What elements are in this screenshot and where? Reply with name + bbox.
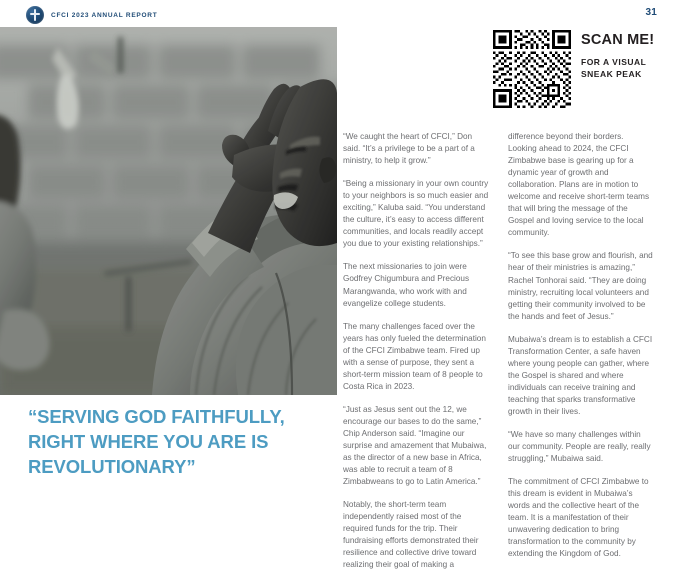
scan-me-title: SCAN ME!: [581, 32, 655, 48]
page-header: [0, 0, 683, 27]
qr-code-graphic: [493, 30, 571, 108]
body-column-1: [343, 131, 489, 572]
body-paragraph: The next missionaries to join were Godfrey Chigumbura and Precious Marangwanda, who work with and evangelize college students.: [343, 262, 470, 308]
scan-me-block: [493, 30, 654, 108]
body-paragraph: “Just as Jesus sent out the 12, we encourage our bases to do the same,” Chip Anderson said. “Imagine our surprise and amazement that Mubaiwa, as the director of a new base in Africa, was able to recruit a team of 8 Zimbabweans to go to Latin America.”: [343, 404, 487, 487]
scan-copy: [581, 30, 654, 80]
cfci-globe-cross-logo-icon: [26, 6, 44, 24]
body-paragraph: “We caught the heart of CFCI,” Don said. “It’s a privilege to be a part of a ministry, to help it grow.”: [343, 132, 475, 166]
body-paragraph: Mubaiwa’s dream is to establish a CFCI Transformation Center, a safe haven where young people can gather, where the Gospel is shared and where individuals can receive training and teaching that sparks transformative growth in their lives.: [508, 334, 653, 416]
scan-me-subtitle-line-2: SNEAK PEAK: [581, 69, 642, 79]
feature-photograph: [0, 27, 337, 395]
scan-me-subtitle-line-1: FOR A VISUAL: [581, 57, 647, 67]
body-paragraph: “To see this base grow and flourish, and hear of their ministries is amazing,” Rachel Tonhorai said. “They are doing ministry, recruiting local volunteers and getting their community involved to be the hands and feet of Jesus.”: [508, 251, 653, 321]
body-paragraph: “We have so many challenges within our community. People are really, really struggling,” Mubaiwa said.: [508, 430, 651, 464]
body-paragraph: difference beyond their borders. Looking ahead to 2024, the CFCI Zimbabwe base is gearing up for a dynamic year of growth and collaboration. Plans are in motion to welcome and receive short-term teams that will bring the message of the Gospel and loving service to the local community.: [508, 132, 650, 238]
pull-quote-line-1: “SERVING GOD FAITHFULLY,: [28, 406, 285, 427]
body-column-2: [508, 131, 654, 561]
photo-illustration: [0, 27, 337, 395]
scan-me-subtitle: [581, 56, 654, 80]
pull-quote-line-3: REVOLUTIONARY”: [28, 456, 196, 477]
pull-quote: [28, 404, 328, 479]
body-paragraph: “Being a missionary in your own country to your neighbors is so much easier and exciting,” Kaluba said. “You understand the culture, it’s easy to access different communities, and locals readily accept you due to your existing relationships.”: [343, 179, 489, 249]
page-number: 31: [645, 7, 657, 18]
brand: [26, 6, 157, 24]
body-paragraph: The commitment of CFCI Zimbabwe to this dream is evident in Mubaiwa’s words and the collective heart of the team. It is a manifestation of their unwavering dedication to bring transformation to the community by extending the Kingdom of God.: [508, 477, 649, 559]
pull-quote-line-2: RIGHT WHERE YOU ARE IS: [28, 431, 269, 452]
body-paragraph: The many challenges faced over the years has only fueled the determination of the CFCI Zimbabwe team. Fired up with a sense of purpose, they sent a short-term mission team of 8 people to Costa Rica in 2023.: [343, 321, 486, 391]
qr-code-icon[interactable]: [493, 30, 571, 108]
brand-text: CFCI 2023 ANNUAL REPORT: [51, 11, 158, 19]
body-paragraph: Notably, the short-term team independently raised most of the required funds for the trip. Their fundraising efforts demonstrated their resilience and collective drive toward realizing their goal of making a: [343, 500, 479, 570]
